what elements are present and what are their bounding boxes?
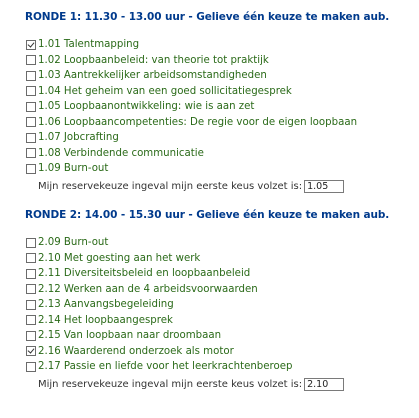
checkbox[interactable] [26,346,36,356]
option-label[interactable]: 1.03 Aantrekkelijker arbeidsomstandigheden [38,70,267,82]
option-1-04[interactable] [26,84,357,100]
round-instruction: - Gelieve één keuze te maken aub. [188,209,390,221]
option-label[interactable]: 1.04 Het geheim van een goed sollicitatiegesprek [38,85,292,97]
checkbox[interactable] [26,253,36,263]
checkbox[interactable] [26,117,36,127]
round-1-options [26,37,357,177]
round-1-reserve [38,180,344,193]
option-label[interactable]: 1.08 Verbindende communicatie [38,147,204,159]
option-2-14[interactable] [26,313,292,329]
round-instruction: - Gelieve één keuze te maken aub. [188,11,390,23]
reserve-choice-input[interactable] [304,180,344,193]
round-2-header [25,209,389,221]
option-label[interactable]: 1.05 Loopbaanontwikkeling: wie is aan zet [38,101,255,113]
option-2-17[interactable] [26,359,292,375]
option-label[interactable]: 2.13 Aanvangsbegeleiding [38,299,174,311]
option-label[interactable]: 2.16 Waarderend onderzoek als motor [38,345,234,357]
option-label[interactable]: 1.02 Loopbaanbeleid: van theorie tot praktijk [38,54,269,66]
option-2-15[interactable] [26,328,292,344]
checkbox[interactable] [26,86,36,96]
checkbox[interactable] [26,269,36,279]
option-label[interactable]: 2.10 Met goesting aan het werk [38,252,201,264]
option-label[interactable]: 1.06 Loopbaancompetenties: De regie voor de eigen loopbaan [38,116,358,128]
round-2-reserve [38,378,344,391]
checkbox[interactable] [26,102,36,112]
round-time: 11.30 - 13.00 uur [84,11,185,23]
option-1-06[interactable] [26,115,357,131]
reserve-choice-input[interactable] [304,378,344,391]
option-label[interactable]: 2.11 Diversiteitsbeleid en loopbaanbeleid [38,268,251,280]
option-1-07[interactable] [26,130,357,146]
option-label[interactable]: 2.17 Passie en liefde voor het leerkrachtenberoep [38,361,293,373]
checkbox[interactable] [26,300,36,310]
option-2-12[interactable] [26,282,292,298]
checkbox[interactable] [26,133,36,143]
round-time: 14.00 - 15.30 uur [84,209,185,221]
option-label[interactable]: 1.01 Talentmapping [38,39,140,51]
option-2-11[interactable] [26,266,292,282]
round-label: RONDE 2: [25,209,82,221]
option-2-09[interactable] [26,235,292,251]
checkbox[interactable] [26,331,36,341]
option-label[interactable]: 2.14 Het loopbaangesprek [38,314,173,326]
checkbox[interactable] [26,55,36,65]
option-label[interactable]: 1.09 Burn-out [38,163,109,175]
checkbox[interactable] [26,148,36,158]
checkbox[interactable] [26,284,36,294]
option-2-10[interactable] [26,251,292,267]
option-1-08[interactable] [26,146,357,162]
option-1-02[interactable] [26,53,357,69]
option-1-05[interactable] [26,99,357,115]
option-label[interactable]: 2.15 Van loopbaan naar droombaan [38,330,222,342]
checkbox[interactable] [26,71,36,81]
round-1-header [25,11,389,23]
option-1-09[interactable] [26,161,357,177]
checkbox[interactable] [26,315,36,325]
checkbox[interactable] [26,40,36,50]
option-2-13[interactable] [26,297,292,313]
round-2-options [26,235,292,375]
option-label[interactable]: 1.07 Jobcrafting [38,132,119,144]
option-1-01[interactable] [26,37,357,53]
reserve-label: Mijn reservekeuze ingeval mijn eerste keus volzet is: [38,379,303,390]
option-label[interactable]: 2.12 Werken aan de 4 arbeidsvoorwaarden [38,283,258,295]
option-2-16[interactable] [26,344,292,360]
checkbox[interactable] [26,238,36,248]
checkbox[interactable] [26,164,36,174]
option-label[interactable]: 2.09 Burn-out [38,237,109,249]
round-label: RONDE 1: [25,11,82,23]
checkbox[interactable] [26,362,36,372]
option-1-03[interactable] [26,68,357,84]
reserve-label: Mijn reservekeuze ingeval mijn eerste keus volzet is: [38,181,303,192]
